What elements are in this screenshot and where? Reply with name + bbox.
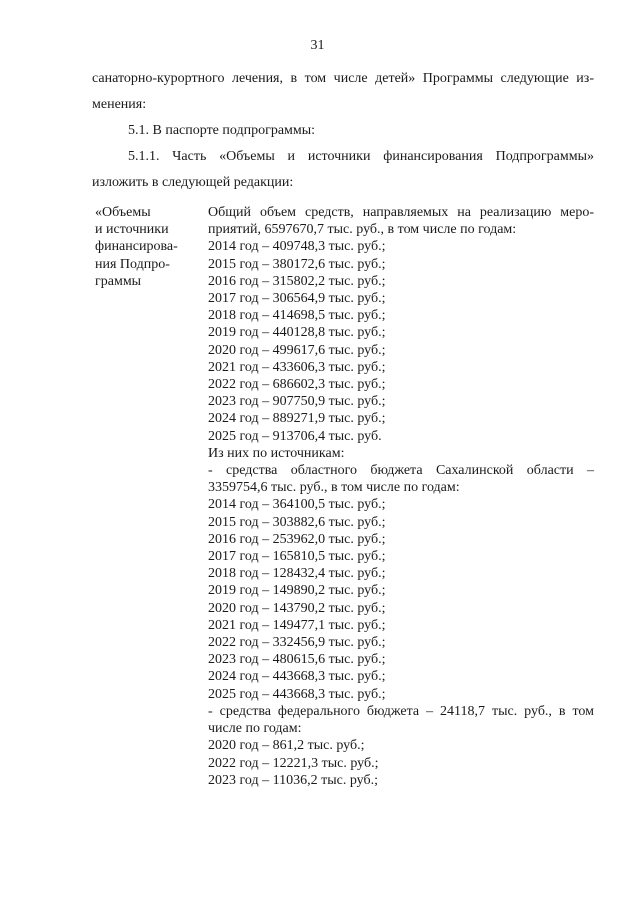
regional-year-row: 2016 год – 253962,0 тыс. руб.; <box>208 531 386 547</box>
regional-year-row: 2015 год – 303882,6 тыс. руб.; <box>208 514 386 530</box>
total-line: приятий, 6597670,7 тыс. руб., в том числе по годам: <box>208 222 517 238</box>
total-year-row: 2022 год – 686602,3 тыс. руб.; <box>208 377 386 393</box>
federal-budget-line: - средства федерального бюджета – 24118,7 тыс. руб., в том <box>208 703 594 719</box>
regional-year-row: 2022 год – 332456,9 тыс. руб.; <box>208 635 386 651</box>
regional-budget-line: 3359754,6 тыс. руб., в том числе по годам: <box>208 480 460 496</box>
total-year-row: 2020 год – 499617,6 тыс. руб.; <box>208 342 386 358</box>
total-line: Общий объем средств, направляемых на реализацию меро- <box>208 205 594 220</box>
intro-text <box>92 66 594 196</box>
label-line: граммы <box>95 273 142 289</box>
regional-budget-line: - средства областного бюджета Сахалинской области – <box>208 463 594 479</box>
total-year-row: 2025 год – 913706,4 тыс. руб. <box>208 428 382 444</box>
regional-year-row: 2021 год – 149477,1 тыс. руб.; <box>208 617 386 633</box>
federal-year-row: 2023 год – 11036,2 тыс. руб.; <box>208 772 378 788</box>
item-5-1: 5.1. В паспорте подпрограммы: <box>128 123 316 138</box>
federal-year-row: 2020 год – 861,2 тыс. руб.; <box>208 738 365 754</box>
federal-budget-line: числе по годам: <box>208 721 302 737</box>
item-5-1-1-line-1: 5.1.1. Часть «Объемы и источники финансирования Подпрограммы» <box>128 149 594 164</box>
total-year-row: 2024 год – 889271,9 тыс. руб.; <box>208 411 386 427</box>
item-5-1-1-line-2: изложить в следующей редакции: <box>92 175 294 190</box>
label-line: финансирова- <box>95 239 178 255</box>
regional-year-row: 2025 год – 443668,3 тыс. руб.; <box>208 686 386 702</box>
regional-year-row: 2018 год – 128432,4 тыс. руб.; <box>208 566 386 582</box>
total-year-row: 2021 год – 433606,3 тыс. руб.; <box>208 359 386 375</box>
intro-line-2: менения: <box>92 97 147 112</box>
total-year-row: 2016 год – 315802,2 тыс. руб.; <box>208 273 386 289</box>
page-number: 31 <box>310 38 325 53</box>
total-year-row: 2018 год – 414698,5 тыс. руб.; <box>208 308 386 324</box>
total-year-row: 2015 год – 380172,6 тыс. руб.; <box>208 256 386 272</box>
regional-year-row: 2024 год – 443668,3 тыс. руб.; <box>208 669 386 685</box>
total-year-row: 2023 год – 907750,9 тыс. руб.; <box>208 394 386 410</box>
financing-content-cell <box>208 204 594 789</box>
financing-label-cell <box>95 204 195 290</box>
regional-year-row: 2014 год – 364100,5 тыс. руб.; <box>208 497 386 513</box>
label-line: и источники <box>95 222 169 238</box>
federal-year-row: 2022 год – 12221,3 тыс. руб.; <box>208 755 379 771</box>
total-year-row: 2019 год – 440128,8 тыс. руб.; <box>208 325 386 341</box>
regional-year-row: 2019 год – 149890,2 тыс. руб.; <box>208 583 386 599</box>
label-line: ния Подпро- <box>95 256 170 272</box>
regional-year-row: 2020 год – 143790,2 тыс. руб.; <box>208 600 386 616</box>
sources-heading: Из них по источникам: <box>208 445 345 461</box>
total-year-row: 2017 год – 306564,9 тыс. руб.; <box>208 291 386 307</box>
label-line: «Объемы <box>95 205 151 220</box>
regional-year-row: 2017 год – 165810,5 тыс. руб.; <box>208 549 386 565</box>
intro-line-1: санаторно-курортного лечения, в том числе детей» Программы следующие из- <box>92 71 594 86</box>
total-year-row: 2014 год – 409748,3 тыс. руб.; <box>208 239 386 255</box>
regional-year-row: 2023 год – 480615,6 тыс. руб.; <box>208 652 386 668</box>
